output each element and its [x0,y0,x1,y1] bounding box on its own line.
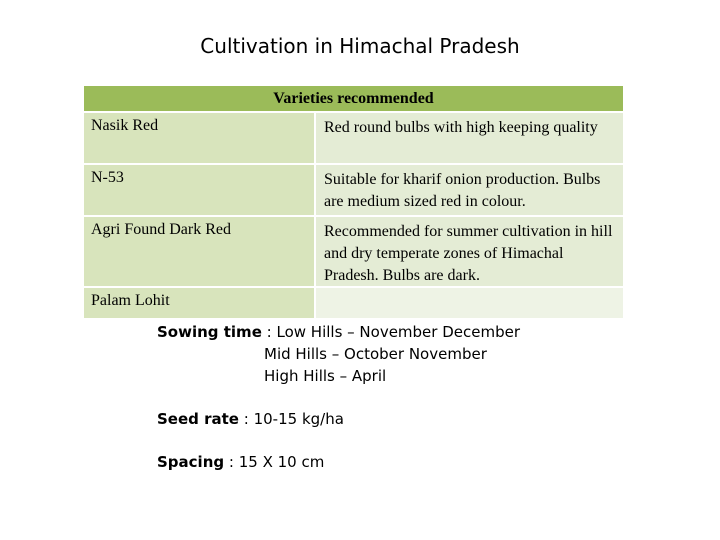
varieties-table [84,86,623,318]
seed-rate [157,408,344,430]
spacing [157,451,324,473]
table-row [84,215,623,286]
seed-rate-value: : 10-15 kg/ha [243,410,344,428]
variety-name: Agri Found Dark Red [84,217,314,286]
sowing-time-label: Sowing time [157,323,262,341]
spacing-label: Spacing [157,453,225,471]
variety-description: Suitable for kharif onion production. Bulbs are medium sized red in colour. [314,165,623,215]
variety-description [314,288,623,318]
spacing-value: : 15 X 10 cm [228,453,325,471]
variety-description: Red round bulbs with high keeping quality [314,113,623,163]
variety-description: Recommended for summer cultivation in hill and dry temperate zones of Himachal Pradesh. Bulbs are dark. [314,217,623,286]
seed-rate-label: Seed rate [157,410,239,428]
table-row [84,111,623,163]
variety-name: Palam Lohit [84,288,314,318]
sowing-time-block [157,321,520,387]
table-row [84,163,623,215]
variety-name: N-53 [84,165,314,215]
variety-name: Nasik Red [84,113,314,163]
sowing-time-line: Mid Hills – October November [264,345,487,363]
sowing-time-line: High Hills – April [264,367,387,385]
table-row [84,286,623,318]
table-header: Varieties recommended [84,86,623,111]
sowing-time-line: : Low Hills – November December [266,323,521,341]
page-title: Cultivation in Himachal Pradesh [200,34,520,58]
